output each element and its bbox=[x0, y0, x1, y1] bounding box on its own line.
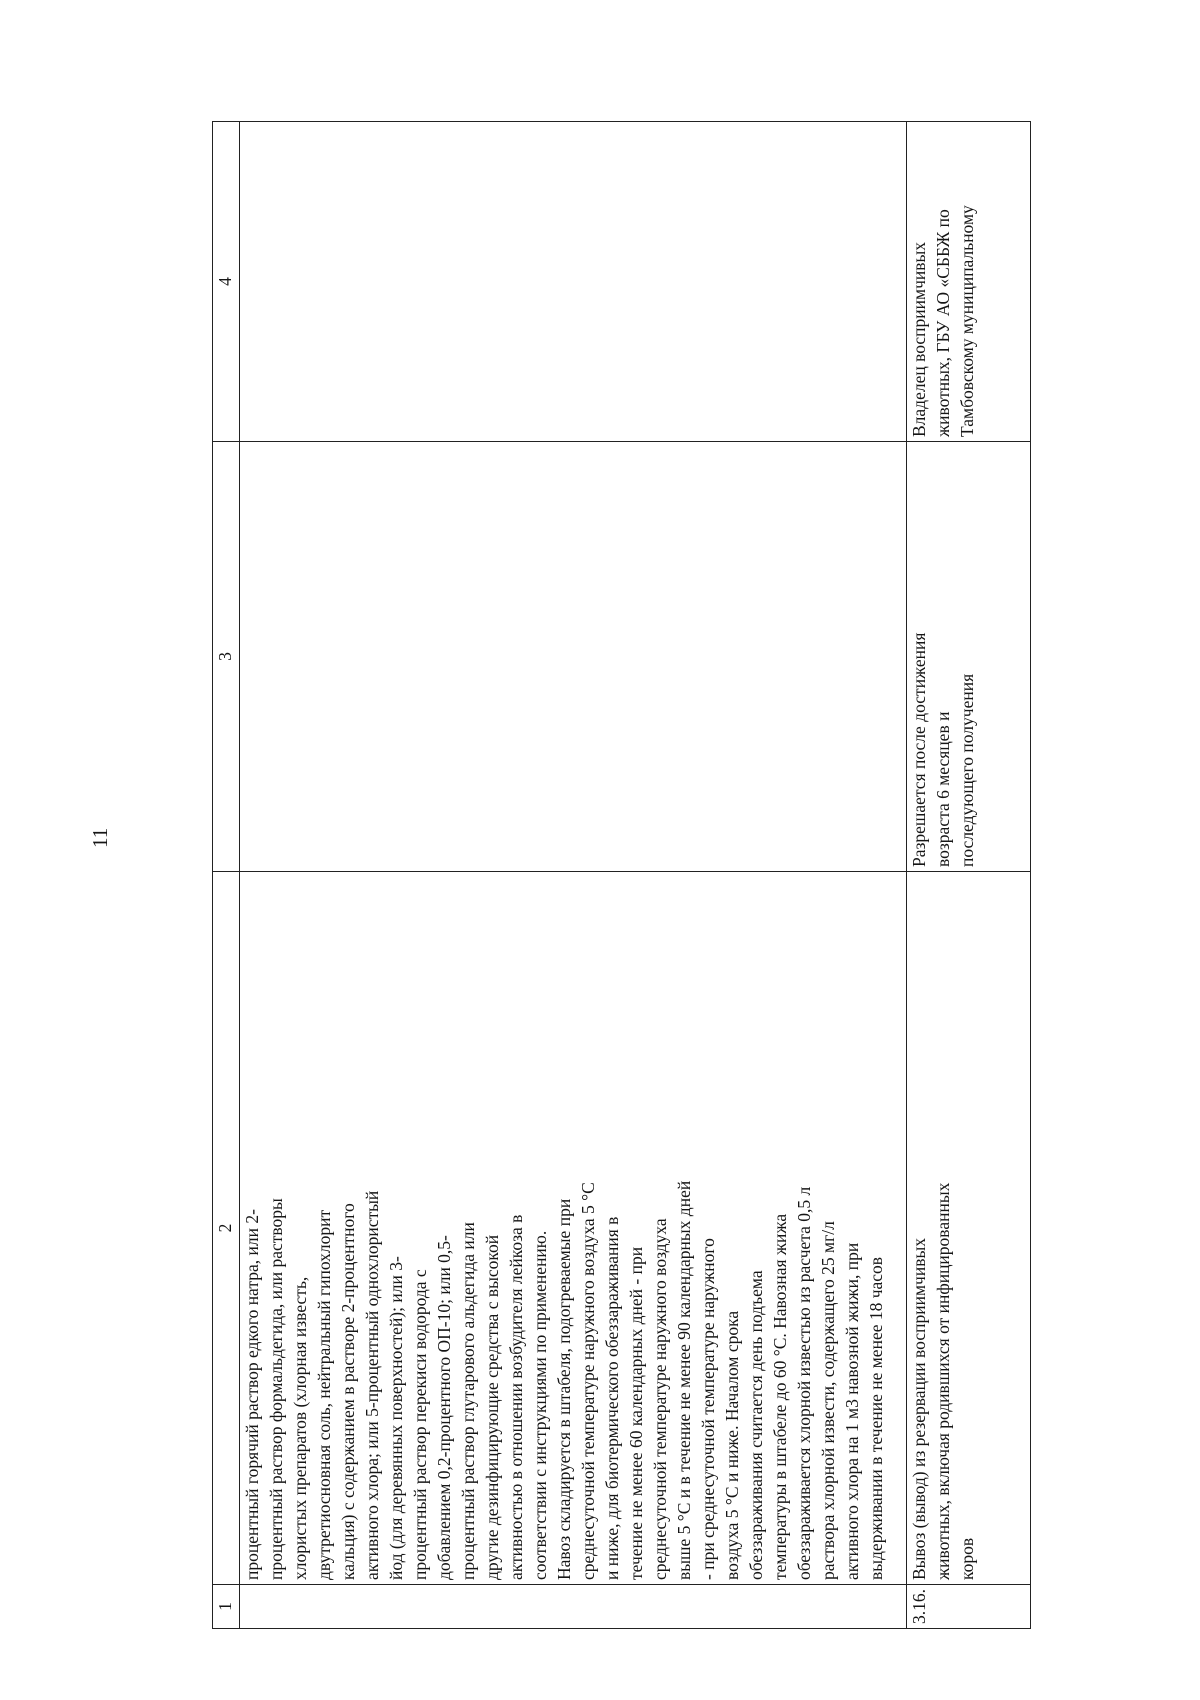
measures-table bbox=[212, 121, 1031, 1629]
text-line: обеззараживания считается день подъема bbox=[746, 1270, 766, 1580]
table-row bbox=[907, 122, 1031, 1629]
text-line: активностью в отношении возбудителя лейкоза в bbox=[506, 1214, 526, 1580]
text-line: среднесуточной температуре наружного воздуха bbox=[650, 1218, 670, 1580]
text-line: животных, включая родившихся от инфицированных bbox=[933, 1182, 953, 1580]
text-line: выдерживании в течение не менее 18 часов bbox=[866, 1256, 886, 1580]
text-line: Разрешается после достижения bbox=[909, 632, 929, 867]
text-line: обеззараживается хлорной известью из расчета 0,5 л bbox=[794, 1186, 814, 1580]
text-line: соответствии с инструкциями по применению. bbox=[530, 1230, 550, 1580]
text-line: животных, ГБУ АО «СББЖ по bbox=[933, 209, 953, 437]
text-line: двутретиосновная соль, нейтральный гипохлорит bbox=[314, 1209, 334, 1580]
text-line: активного хлора; или 5-процентный однохлористый bbox=[362, 1190, 382, 1580]
table-header-row bbox=[213, 122, 240, 1629]
text-line: активного хлора на 1 м3 навозной жижи, при bbox=[842, 1242, 862, 1580]
column-header-4: 4 bbox=[213, 122, 240, 442]
column-header-2: 2 bbox=[213, 872, 240, 1585]
item-number-cell bbox=[240, 1585, 907, 1629]
responsible-cell bbox=[240, 122, 907, 442]
column-header-3: 3 bbox=[213, 442, 240, 872]
responsible-cell bbox=[907, 122, 1031, 442]
text-line: воздуха 5 °С и ниже. Началом срока bbox=[722, 1310, 742, 1580]
text-line: среднесуточной температуре наружного воздуха 5 °С bbox=[578, 1182, 598, 1580]
text-line: процентный горячий раствор едкого натра, или 2- bbox=[242, 1209, 262, 1580]
text-line: раствора хлорной извести, содержащего 25 мг/л bbox=[818, 1221, 838, 1580]
text-line: процентный раствор формальдегида, или растворы bbox=[266, 1198, 286, 1580]
measure-cell bbox=[907, 872, 1031, 1585]
text-line: процентный раствор перекиси водорода с bbox=[410, 1269, 430, 1580]
text-line: Навоз складируется в штабеля, подогреваемые при bbox=[554, 1198, 574, 1580]
text-line: течение не менее 60 календарных дней - при bbox=[626, 1246, 646, 1580]
text-line: последующего получения bbox=[957, 673, 977, 867]
text-line: процентный раствор глутарового альдегида или bbox=[458, 1222, 478, 1580]
term-text bbox=[907, 446, 979, 867]
text-line: кальция) с содержанием в растворе 2-процентного bbox=[338, 1203, 358, 1580]
item-number-cell: 3.16. bbox=[907, 1585, 1031, 1629]
measure-text bbox=[907, 876, 979, 1580]
text-line: - при среднесуточной температуре наружного bbox=[698, 1238, 718, 1580]
text-line: выше 5 °С и в течение не менее 90 календарных дней bbox=[674, 1180, 694, 1580]
text-line: другие дезинфицирующие средства с высокой bbox=[482, 1234, 502, 1580]
text-line: Тамбовскому муниципальному bbox=[957, 205, 977, 437]
column-header-1: 1 bbox=[213, 1585, 240, 1629]
text-line: и ниже, для биотермического обеззараживания в bbox=[602, 1216, 622, 1580]
term-cell bbox=[907, 442, 1031, 872]
page-number: 11 bbox=[88, 827, 112, 848]
text-line: хлористых препаратов (хлорная известь, bbox=[290, 1276, 310, 1580]
measure-cell bbox=[240, 872, 907, 1585]
text-line: коров bbox=[957, 1537, 977, 1580]
measure-text bbox=[240, 876, 888, 1580]
responsible-text bbox=[907, 126, 979, 437]
document-table-frame bbox=[212, 121, 1031, 1629]
text-line: температуры в штабеле до 60 °С. Навозная жижа bbox=[770, 1213, 790, 1580]
text-line: Владелец восприимчивых bbox=[909, 241, 929, 437]
text-line: йод (для деревянных поверхностей); или 3- bbox=[386, 1256, 406, 1580]
text-line: добавлением 0,2-процентного ОП-10; или 0,5- bbox=[434, 1235, 454, 1580]
text-line: возраста 6 месяцев и bbox=[933, 711, 953, 867]
table-row bbox=[240, 122, 907, 1629]
text-line: Вывоз (вывод) из резервации восприимчивых bbox=[909, 1238, 929, 1580]
term-cell bbox=[240, 442, 907, 872]
